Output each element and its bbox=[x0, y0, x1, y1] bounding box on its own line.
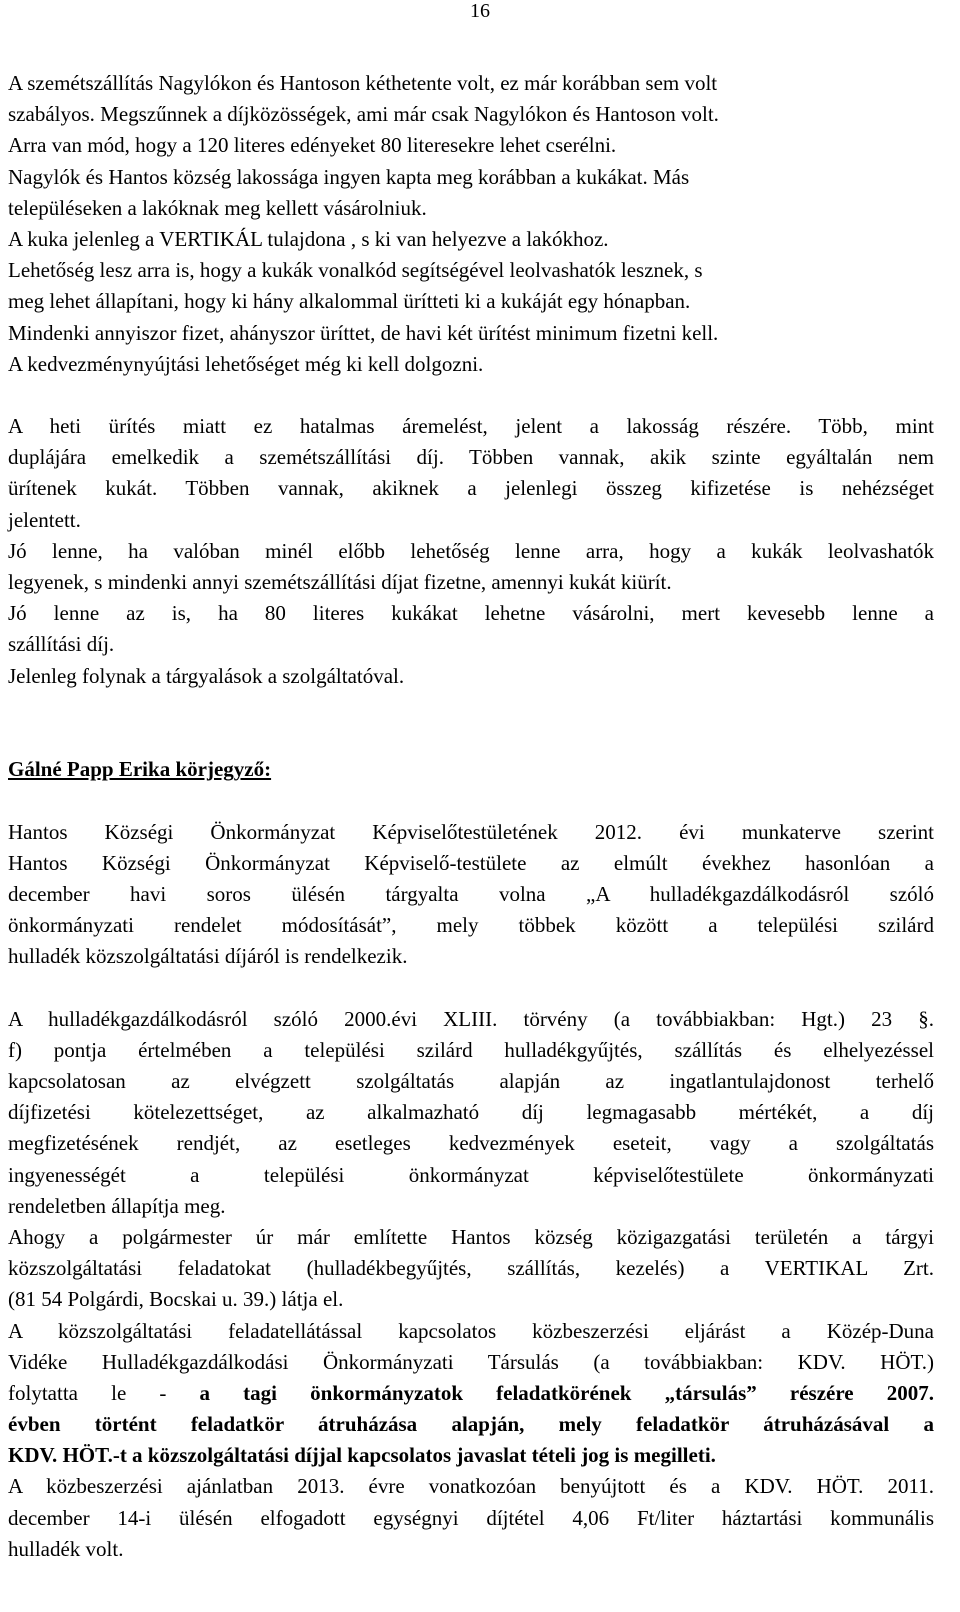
paragraph-line: hulladék közszolgáltatási díjáról is rendelkezik. bbox=[8, 944, 408, 969]
paragraph-line: rendeletben állapítja meg. bbox=[8, 1193, 226, 1218]
paragraph-line: A hulladékgazdálkodásról szóló 2000.évi XLIII. törvény (a továbbiakban: Hgt.) 23 §. bbox=[8, 1006, 934, 1031]
paragraph-line: Jó lenne, ha valóban minél előbb lehetőség lenne arra, hogy a kukák leolvashatók bbox=[8, 538, 934, 563]
bold-paragraph-line: KDV. HÖT.-t a közszolgáltatási díjjal kapcsolatos javaslat tételi jog is megilleti. bbox=[8, 1443, 716, 1468]
paragraph-line: duplájára emelkedik a szemétszállítási díj. Többen vannak, akik szinte egyáltalán nem bbox=[8, 445, 934, 470]
paragraph-line: A heti ürítés miatt ez hatalmas áremelést, jelent a lakosság részére. Több, mint bbox=[8, 414, 934, 439]
paragraph-line: Hantos Községi Önkormányzat Képviselőtestületének 2012. évi munkaterve szerint bbox=[8, 819, 934, 844]
page-number: 16 bbox=[470, 0, 490, 22]
paragraph-line: A közszolgáltatási feladatellátással kapcsolatos közbeszerzési eljárást a Közép-Duna bbox=[8, 1318, 934, 1343]
paragraph-line: A szemétszállítás Nagylókon és Hantoson kéthetente volt, ez már korábban sem volt bbox=[8, 71, 718, 95]
document-body bbox=[8, 68, 934, 1565]
paragraph-line: közszolgáltatási feladatokat (hulladékbegyűjtés, szállítás, kezelés) a VERTIKAL Zrt. bbox=[8, 1256, 934, 1281]
paragraph-line: Vidéke Hulladékgazdálkodási Önkormányzati Társulás (a továbbiakban: KDV. HÖT.) bbox=[8, 1349, 934, 1374]
paragraph-line: (81 54 Polgárdi, Bocskai u. 39.) látja el. bbox=[8, 1287, 344, 1312]
paragraph-line: Lehetőség lesz arra is, hogy a kukák vonalkód segítségével leolvashatók lesznek, s bbox=[8, 258, 703, 283]
normal-text: folytatta le - bbox=[8, 1380, 200, 1405]
section-heading: Gálné Papp Erika körjegyző: bbox=[8, 757, 272, 782]
blank-line bbox=[8, 723, 934, 754]
paragraph-line: f) pontja értelmében a települési szilárd hulladékgyűjtés, szállítás és elhelyezéssel bbox=[8, 1037, 934, 1062]
paragraph-line: önkormányzati rendelet módosítását”, mely többek között a települési szilárd bbox=[8, 913, 934, 938]
paragraph-line: Jelenleg folynak a tárgyalások a szolgáltatóval. bbox=[8, 663, 405, 688]
paragraph-line: településeken a lakóknak meg kellett vásárolniuk. bbox=[8, 195, 427, 220]
paragraph-line: szabályos. Megszűnnek a díjközösségek, ami már csak Nagylókon és Hantoson volt. bbox=[8, 102, 719, 127]
paragraph-line: hulladék volt. bbox=[8, 1536, 124, 1561]
bold-paragraph-line: évben történt feladatkör átruházása alapján, mely feladatkör átruházásával a bbox=[8, 1412, 934, 1437]
paragraph-line: Hantos Községi Önkormányzat Képviselő-testülete az elmúlt évekhez hasonlóan a bbox=[8, 850, 934, 875]
paragraph-line: Jó lenne az is, ha 80 literes kukákat lehetne vásárolni, mert kevesebb lenne a bbox=[8, 601, 934, 626]
paragraph-line-mixed bbox=[8, 1378, 934, 1409]
paragraph-line: jelentett. bbox=[8, 507, 81, 532]
paragraph-line: ingyenességét a települési önkormányzat képviselőtestülete önkormányzati bbox=[8, 1162, 934, 1187]
paragraph-line: A kuka jelenleg a VERTIKÁL tulajdona , s ki van helyezve a lakókhoz. bbox=[8, 226, 609, 251]
paragraph-line: Ahogy a polgármester úr már említette Hantos község közigazgatási területén a tárgyi bbox=[8, 1224, 934, 1249]
blank-line bbox=[8, 380, 934, 411]
paragraph-line: ürítenek kukát. Többen vannak, akiknek a jelenlegi összeg kifizetése is nehézséget bbox=[8, 476, 934, 501]
paragraph-line: A közbeszerzési ajánlatban 2013. évre vonatkozóan benyújtott és a KDV. HÖT. 2011. bbox=[8, 1474, 934, 1499]
paragraph-line: Nagylók és Hantos község lakossága ingyen kapta meg korábban a kukákat. Más bbox=[8, 164, 690, 189]
paragraph-line: Arra van mód, hogy a 120 literes edényeket 80 literesekre lehet cserélni. bbox=[8, 133, 617, 158]
blank-line bbox=[8, 692, 934, 723]
paragraph-line: díjfizetési kötelezettséget, az alkalmazható díj legmagasabb mértékét, a díj bbox=[8, 1100, 934, 1125]
paragraph-line: megfizetésének rendjét, az esetleges kedvezmények eseteit, vagy a szolgáltatás bbox=[8, 1131, 934, 1156]
paragraph-line: kapcsolatosan az elvégzett szolgáltatás alapján az ingatlantulajdonost terhelő bbox=[8, 1069, 934, 1093]
blank-line bbox=[8, 785, 934, 816]
paragraph-line: szállítási díj. bbox=[8, 632, 115, 657]
paragraph-line: A kedvezménynyújtási lehetőséget még ki kell dolgozni. bbox=[8, 351, 484, 376]
paragraph-line: Mindenki annyiszor fizet, ahányszor üríttet, de havi két ürítést minimum fizetni kell. bbox=[8, 320, 719, 345]
paragraph-line: legyenek, s mindenki annyi szemétszállítási díjat fizetne, amennyi kukát kiürít. bbox=[8, 570, 672, 594]
paragraph-line: december 14-i ülésén elfogadott egységnyi díjtétel 4,06 Ft/liter háztartási kommunális bbox=[8, 1505, 934, 1530]
bold-text: a tagi önkormányzatok feladatkörének „társulás” részére 2007. bbox=[199, 1380, 935, 1405]
paragraph-line: meg lehet állapítani, hogy ki hány alkalommal ürítteti ki a kukáját egy hónapban. bbox=[8, 289, 691, 314]
paragraph-line: december havi soros ülésén tárgyalta volna „A hulladékgazdálkodásról szóló bbox=[8, 881, 934, 906]
blank-line bbox=[8, 972, 934, 1003]
